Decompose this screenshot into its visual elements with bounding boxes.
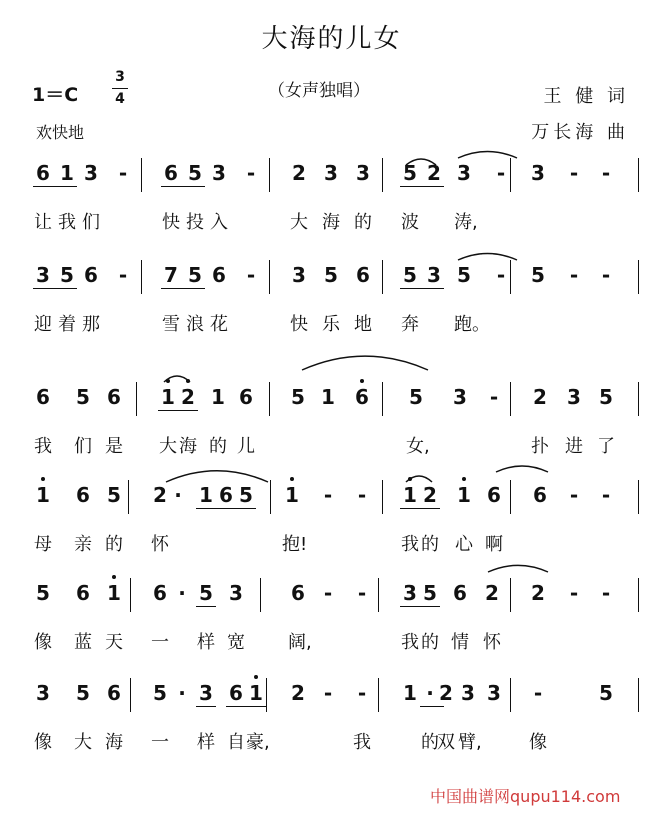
lyric-syllable: 浪 — [186, 314, 204, 335]
lyric-syllable: 海 — [105, 732, 123, 753]
dash-extension: - — [246, 161, 256, 185]
dash-extension: - — [489, 385, 499, 409]
lyric-syllable: 扑 — [531, 436, 549, 457]
jianpu-note: 6 — [153, 581, 167, 605]
lyric-syllable: 是 — [105, 436, 123, 457]
jianpu-note: 3 — [84, 161, 98, 185]
jianpu-note: 6 — [164, 161, 178, 185]
lyric-syllable: 的 — [421, 534, 439, 555]
dash-extension: - — [533, 681, 543, 705]
eighth-beam — [420, 706, 444, 707]
barline — [130, 678, 131, 712]
jianpu-note: 3 — [403, 581, 417, 605]
lyric-syllable: 的 — [209, 436, 227, 457]
jianpu-note: 1 — [321, 385, 335, 409]
lyric-syllable: 臂, — [458, 732, 482, 753]
jianpu-note: 2 — [423, 483, 437, 507]
jianpu-note: 3 — [427, 263, 441, 287]
jianpu-note: 2 — [439, 681, 453, 705]
lyric-syllable: 乐 — [322, 314, 340, 335]
jianpu-note: 5 — [199, 581, 213, 605]
jianpu-note: 5 — [409, 385, 423, 409]
dash-extension: - — [323, 483, 333, 507]
jianpu-note: 3 — [356, 161, 370, 185]
jianpu-note: 2 — [531, 581, 545, 605]
jianpu-note: 1 — [246, 680, 266, 706]
jianpu-note: 5 — [403, 263, 417, 287]
jianpu-note: 7 — [164, 263, 178, 287]
jianpu-note: 6 — [36, 161, 50, 185]
jianpu-note: 1 — [60, 161, 74, 185]
jianpu-note: 6 — [229, 681, 243, 705]
dotted-note-dot: · — [174, 483, 182, 507]
lyric-syllable: 大 — [74, 732, 92, 753]
jianpu-note: 6 — [36, 385, 50, 409]
jianpu-note: 6 — [76, 581, 90, 605]
dash-extension: - — [569, 483, 579, 507]
lyric-syllable: 像 — [34, 632, 52, 653]
dash-extension: - — [601, 263, 611, 287]
jianpu-note: 2 — [153, 483, 167, 507]
jianpu-note: 5 — [599, 385, 613, 409]
jianpu-note: 5 — [188, 263, 202, 287]
dash-extension: - — [357, 581, 367, 605]
lyric-syllable: 迎 — [34, 314, 52, 335]
barline — [510, 678, 511, 712]
lyric-syllable: 一 — [151, 732, 169, 753]
lyric-syllable: 我 — [401, 534, 419, 555]
lyric-syllable: 投 — [186, 212, 204, 233]
lyric-syllable: 地 — [354, 314, 372, 335]
lyric-syllable: 让 — [34, 212, 52, 233]
lyric-syllable: 我 — [401, 632, 419, 653]
jianpu-note: 6 — [239, 385, 253, 409]
footer-url: qupu114.com — [510, 787, 621, 806]
jianpu-note: 3 — [36, 681, 50, 705]
jianpu-note: 5 — [36, 581, 50, 605]
lyric-syllable: 大 — [290, 212, 308, 233]
lyric-syllable: 豪, — [246, 732, 270, 753]
jianpu-note: 3 — [453, 385, 467, 409]
dotted-note-dot: · — [426, 681, 434, 705]
lyric-syllable: 儿 — [237, 436, 255, 457]
lyric-syllable: 亲 — [74, 534, 92, 555]
jianpu-note: 1 — [158, 384, 178, 410]
jianpu-note: 6 — [219, 483, 233, 507]
jianpu-note: 2 — [178, 384, 198, 410]
lyric-syllable: 的 — [421, 632, 439, 653]
key-signature: 1＝C — [32, 84, 79, 106]
dash-extension: - — [496, 161, 506, 185]
lyric-syllable: 那 — [82, 314, 100, 335]
jianpu-note: 3 — [229, 581, 243, 605]
jianpu-note: 5 — [531, 263, 545, 287]
octave-dot — [254, 675, 258, 679]
lyric-syllable: 自 — [227, 732, 245, 753]
lyric-syllable: 波 — [401, 212, 419, 233]
jianpu-note: 5 — [107, 483, 121, 507]
lyric-syllable: 像 — [34, 732, 52, 753]
jianpu-note: 6 — [84, 263, 98, 287]
lyric-syllable: 阔, — [288, 632, 312, 653]
jianpu-note: 5 — [153, 681, 167, 705]
jianpu-note: 6 — [76, 483, 90, 507]
dash-extension: - — [246, 263, 256, 287]
jianpu-note: 1 — [211, 385, 225, 409]
jianpu-note: 2 — [427, 161, 441, 185]
jianpu-note: 1 — [454, 482, 474, 508]
lyric-syllable: 蓝 — [74, 632, 92, 653]
lyric-syllable: 母 — [34, 534, 52, 555]
jianpu-note: 5 — [239, 483, 253, 507]
lyric-syllable: 我 — [34, 436, 52, 457]
lyric-syllable: 海 — [179, 436, 197, 457]
dash-extension: - — [496, 263, 506, 287]
lyric-syllable: 花 — [210, 314, 228, 335]
jianpu-note: 1 — [282, 482, 302, 508]
lyric-syllable: 的 — [105, 534, 123, 555]
lyric-syllable: 快 — [290, 314, 308, 335]
jianpu-note: 5 — [403, 161, 417, 185]
footer-watermark — [430, 784, 620, 807]
jianpu-note: 1 — [33, 482, 53, 508]
dotted-note-dot: · — [178, 681, 186, 705]
jianpu-note: 5 — [457, 263, 471, 287]
jianpu-note: 5 — [599, 681, 613, 705]
jianpu-note: 5 — [60, 263, 74, 287]
dash-extension: - — [601, 161, 611, 185]
time-signature-top: 3 — [115, 69, 125, 85]
jianpu-note: 1 — [403, 681, 417, 705]
jianpu-note: 6 — [453, 581, 467, 605]
lyric-syllable: 入 — [210, 212, 228, 233]
song-title: 大海的儿女 — [261, 24, 402, 54]
lyric-syllable: 奔 — [401, 314, 419, 335]
jianpu-note: 3 — [531, 161, 545, 185]
jianpu-note: 2 — [291, 681, 305, 705]
lyric-syllable: 们 — [74, 436, 92, 457]
jianpu-note: 5 — [423, 581, 437, 605]
jianpu-note: 3 — [567, 385, 581, 409]
jianpu-note: 5 — [76, 681, 90, 705]
lyric-syllable: 怀 — [483, 632, 501, 653]
lyric-syllable: 像 — [529, 732, 547, 753]
lyric-syllable: 一 — [151, 632, 169, 653]
dotted-note-dot: · — [178, 581, 186, 605]
barline — [266, 678, 267, 712]
jianpu-note: 6 — [107, 681, 121, 705]
lyric-syllable: 天 — [105, 632, 123, 653]
lyric-syllable: 我 — [353, 732, 371, 753]
dash-extension: - — [357, 483, 367, 507]
lyric-syllable: 样 — [197, 732, 215, 753]
lyric-syllable: 们 — [82, 212, 100, 233]
tempo-marking: 欢快地 — [36, 123, 85, 142]
lyric-syllable: 啊 — [485, 534, 503, 555]
jianpu-note: 5 — [324, 263, 338, 287]
lyric-syllable: 快 — [162, 212, 180, 233]
dash-extension: - — [118, 161, 128, 185]
lyric-syllable: 抱! — [282, 534, 308, 555]
barline — [378, 678, 379, 712]
barline — [638, 678, 639, 712]
jianpu-note: 3 — [457, 161, 471, 185]
jianpu-note: 2 — [292, 161, 306, 185]
dash-extension: - — [569, 581, 579, 605]
lyric-syllable: 心 — [455, 534, 473, 555]
voice-note: （女声独唱） — [268, 81, 370, 101]
jianpu-note: 6 — [291, 581, 305, 605]
jianpu-note: 2 — [485, 581, 499, 605]
composer: 万长海 曲 — [531, 122, 629, 143]
lyric-syllable: 双 — [437, 732, 455, 753]
jianpu-note: 3 — [36, 263, 50, 287]
dash-extension: - — [118, 263, 128, 287]
lyric-syllable: 宽 — [227, 632, 245, 653]
lyric-syllable: 海 — [322, 212, 340, 233]
dash-extension: - — [569, 161, 579, 185]
score-line — [0, 680, 663, 780]
jianpu-note: 1 — [104, 580, 124, 606]
lyric-syllable: 情 — [451, 632, 469, 653]
lyric-syllable: 怀 — [151, 534, 169, 555]
jianpu-note: 6 — [352, 384, 372, 410]
jianpu-note: 1 — [400, 482, 420, 508]
lyric-syllable: 女, — [406, 436, 430, 457]
jianpu-note: 6 — [107, 385, 121, 409]
lyric-syllable: 雪 — [162, 314, 180, 335]
dash-extension: - — [323, 681, 333, 705]
dash-extension: - — [569, 263, 579, 287]
jianpu-note: 5 — [291, 385, 305, 409]
lyric-syllable: 跑。 — [454, 314, 490, 335]
dash-extension: - — [323, 581, 333, 605]
lyric-syllable: 样 — [197, 632, 215, 653]
jianpu-note: 3 — [212, 161, 226, 185]
lyric-syllable: 的 — [354, 212, 372, 233]
jianpu-note: 1 — [199, 483, 213, 507]
jianpu-note: 6 — [212, 263, 226, 287]
jianpu-note: 3 — [324, 161, 338, 185]
jianpu-note: 5 — [188, 161, 202, 185]
lyric-syllable: 的 — [421, 732, 439, 753]
time-signature-bottom: 4 — [115, 91, 125, 107]
jianpu-note: 5 — [76, 385, 90, 409]
lyric-syllable: 大 — [159, 436, 177, 457]
jianpu-note: 3 — [487, 681, 501, 705]
lyric-syllable: 涛, — [454, 212, 478, 233]
dash-extension: - — [601, 483, 611, 507]
lyric-syllable: 我 — [58, 212, 76, 233]
jianpu-note: 2 — [533, 385, 547, 409]
jianpu-note: 3 — [199, 681, 213, 705]
lyric-syllable: 了 — [597, 436, 615, 457]
dash-extension: - — [357, 681, 367, 705]
jianpu-note: 6 — [487, 483, 501, 507]
lyric-syllable: 进 — [565, 436, 583, 457]
dash-extension: - — [601, 581, 611, 605]
lyric-syllable: 着 — [58, 314, 76, 335]
eighth-beam — [196, 706, 216, 707]
footer-brand: 中国曲谱网 — [430, 787, 511, 806]
jianpu-note: 6 — [533, 483, 547, 507]
jianpu-note: 3 — [292, 263, 306, 287]
eighth-beam — [226, 706, 266, 707]
lyricist: 王 健 词 — [543, 86, 629, 107]
jianpu-note: 6 — [356, 263, 370, 287]
jianpu-note: 3 — [461, 681, 475, 705]
